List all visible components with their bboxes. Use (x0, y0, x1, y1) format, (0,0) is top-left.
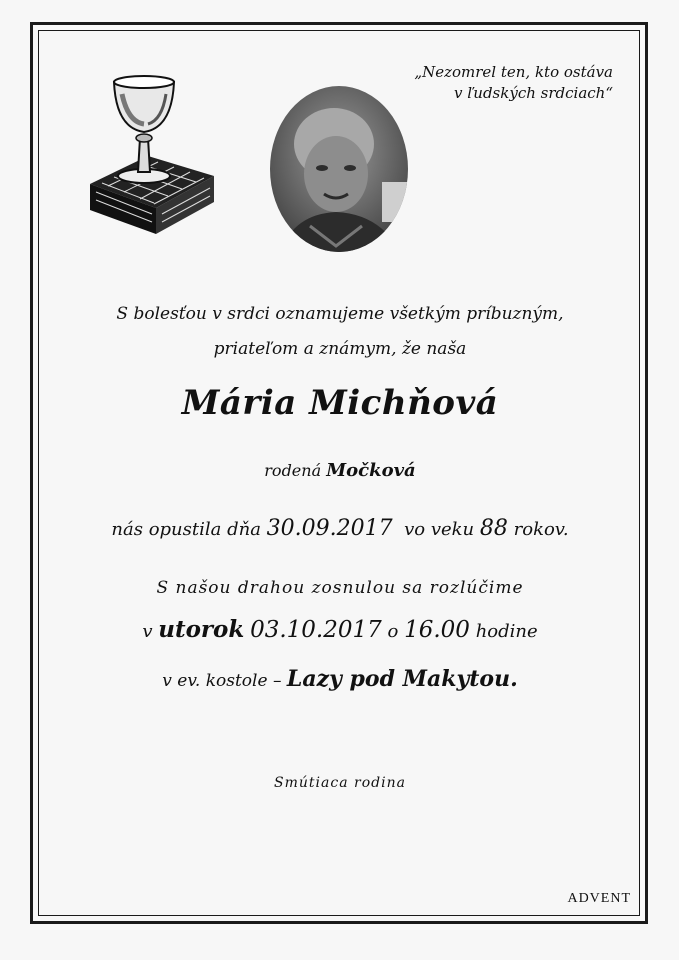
publisher-mark: ADVENT (567, 891, 631, 906)
maiden-name-line (40, 460, 640, 481)
funeral-place-line (40, 666, 640, 692)
funeral-time: 16.00 (404, 617, 470, 643)
age-prefix: vo veku (404, 519, 475, 540)
place-prefix: v ev. kostole – (162, 671, 282, 691)
funeral-day: utorok (158, 616, 245, 643)
announcement-line-1: S bolesťou v srdci oznamujeme všetkým príbuzným, (116, 304, 564, 324)
funeral-date: 03.10.2017 (250, 617, 382, 643)
portrait-photo (270, 86, 408, 252)
deceased-name: Mária Michňová (181, 383, 499, 423)
announcement-line-2: priateľom a známym, že naša (213, 339, 467, 359)
death-date: 30.09.2017 (266, 516, 393, 541)
memorial-quote (353, 62, 613, 104)
day-prefix: v (142, 621, 153, 642)
death-prefix: nás opustila dňa (111, 519, 261, 540)
time-suffix: hodine (475, 621, 538, 642)
quote-line-2: v ľudských srdciach“ (454, 84, 613, 102)
maiden-name: Močková (326, 460, 416, 481)
death-line (40, 516, 640, 541)
age-value: 88 (479, 516, 508, 541)
time-prefix: o (387, 621, 399, 642)
age-suffix: rokov. (513, 519, 569, 540)
born-prefix: rodená (264, 461, 322, 480)
quote-line-1: „Nezomrel ten, kto ostáva (414, 63, 613, 81)
family-signature: Smútiaca rodina (274, 775, 406, 791)
chalice-on-book-icon (82, 72, 222, 242)
farewell-intro: S našou drahou zosnulou sa rozlúčime (156, 578, 524, 598)
funeral-time-line (40, 616, 640, 643)
funeral-place: Lazy pod Makytou. (286, 666, 518, 692)
